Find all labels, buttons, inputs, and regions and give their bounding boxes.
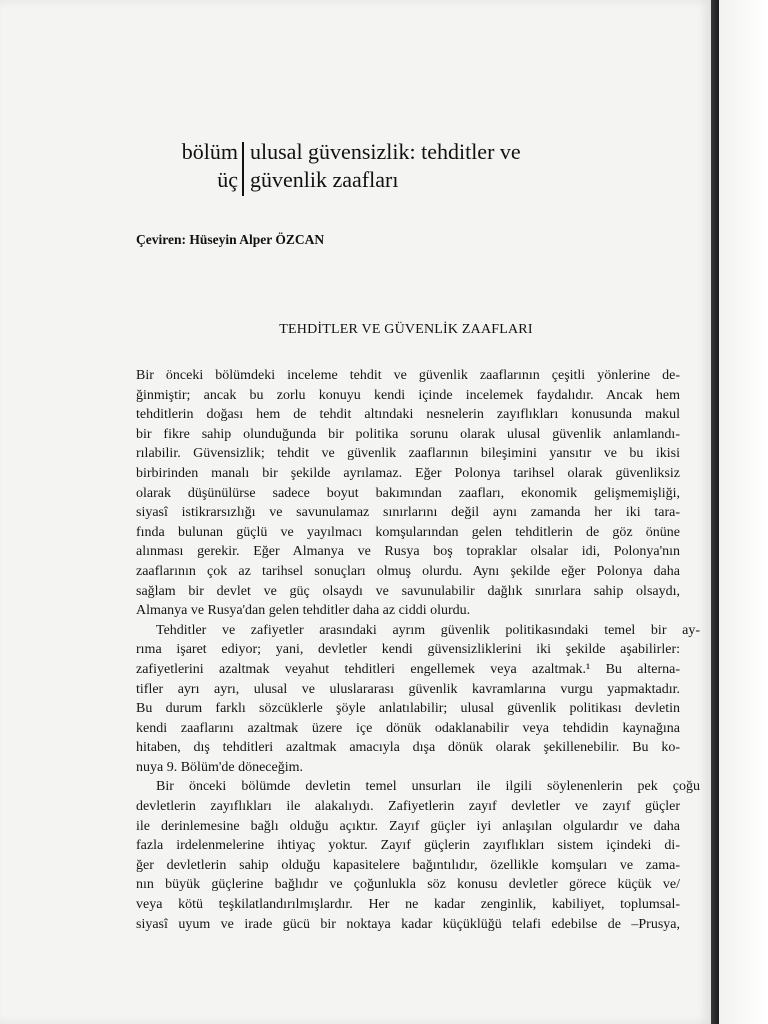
chapter-number-word: üç [217, 167, 238, 192]
text-line: hitaben, dış tehditleri azaltmak amacıyla dışa dönük olarak şekillenebilir. Bu ko- [136, 740, 680, 756]
text-line: Tehditler ve zafiyetler arasındaki ayrım güvenlik politikasındaki temel bir ay- [156, 622, 700, 638]
text-line: tehditlerin doğası hem de tehdit altındaki nesnelerin zayıflıkları konusunda makul [136, 407, 680, 423]
text-line: kendi zaaflarını azaltmak üzere içe dönük odaklanabilir veya tehdidin kaynağına [136, 720, 680, 736]
translator-credit: Çeviren: Hüseyin Alper ÖZCAN [136, 232, 325, 247]
text-line: rıma işaret ediyor; yani, devletler kendi güvensizliklerini iki şekilde aşabilirler: [136, 642, 680, 658]
chapter-divider [242, 142, 244, 196]
text-line: fında bulunan güçlü ve yayılmacı komşularından gelen tehditlerin de göz önüne [136, 524, 680, 540]
chapter-title [250, 138, 521, 194]
text-line: siyasî istikrarsızlığı ve savunulamaz sınırlarını değil aynı zamanda her iki tara- [136, 505, 680, 521]
body-text [136, 366, 700, 934]
text-line: nın büyük güçlerine bağlıdır ve çoğunlukla söz konusu devletler görece küçük ve/ [136, 877, 680, 893]
page-edge-shadow [711, 0, 768, 1024]
text-line: ile derinlemesine bağlı olduğu açıktır. Zayıf güçler iyi anlaşılan olgulardır ve daha [136, 818, 680, 834]
text-line: tifler ayrı ayrı, ulusal ve uluslararası güvenlik kavramlarına vurgu yapmaktadır. [136, 681, 680, 697]
text-line: nuya 9. Bölüm'de döneceğim. [136, 759, 303, 775]
text-line: devletlerin zayıflıkları ile alakalıydı. Zafiyetlerin zayıf devletler ve zayıf güçler [136, 799, 680, 815]
chapter-label [182, 138, 238, 194]
text-line: fazla irdelenmelerine ihtiyaç yoktur. Zayıf güçlerin zayıflıkları sistem içindeki di- [136, 838, 680, 854]
text-line: veya kötü teşkilatlandırılmışlardır. Her ne kadar zenginlik, kabiliyet, toplumsal- [136, 897, 680, 913]
text-line: Almanya ve Rusya'dan gelen tehditler daha az ciddi olurdu. [136, 603, 471, 619]
text-line: Bir önceki bölümde devletin temel unsurları ile ilgili söylenenlerin pek çoğu [156, 779, 700, 795]
text-line: zafiyetlerini azaltmak veyahut tehditleri engellemek veya azaltmak.¹ Bu alterna- [136, 661, 680, 677]
chapter-label-word: bölüm [181, 139, 238, 164]
text-line: bir fikre sahip olunduğunda bir politika sorunu olarak ulusal güvenlik anlamlandı- [136, 426, 680, 442]
section-heading: TEHDİTLER VE GÜVENLİK ZAAFLARI [279, 322, 533, 337]
text-line: ğer devletlerin sahip olduğu kapasitelere bağıntılıdır, özellikle komşuları ve zama- [136, 857, 680, 873]
text-line: siyasî uyum ve irade gücü bir noktaya kadar küçüklüğü telafi edebilse de –Prusya, [136, 916, 680, 932]
text-line: olarak düşünülürse sadece boyut bakımından zaafları, ekonomik gelişmemişliği, [136, 485, 680, 501]
chapter-title-line: güvenlik zaafları [250, 167, 399, 192]
text-line: rılabilir. Güvensizlik; tehdit ve güvenlik zaaflarının bileşimini yansıtır ve bu ikisi [136, 446, 680, 462]
text-line: sağlam bir devlet ve güç olsaydı ve savunulabilir dağlık sınırlara sahip olsaydı, [136, 583, 680, 599]
text-line: birbirinden manalı bir şekilde ayrılamaz. Eğer Polonya tarihsel olarak güvenliksiz [136, 465, 680, 481]
chapter-header [150, 138, 670, 198]
text-line: zaaflarının çok az tarihsel sonuçları olmuş olurdu. Aynı şekilde eğer Polonya daha [136, 563, 680, 579]
text-line: ğinmiştir; ancak bu zorlu konuyu kendi içinde incelemek faydalıdır. Ancak hem [136, 387, 680, 403]
text-line: Bir önceki bölümdeki inceleme tehdit ve güvenlik zaaflarının çeşitli yönlerine de- [136, 368, 680, 383]
text-line: Bu durum farklı sözcüklerle şöyle anlatılabilir; ulusal güvenlik politikası devletin [136, 701, 680, 717]
chapter-title-line: ulusal güvensizlik: tehditler ve [250, 139, 521, 164]
text-line: alınması gerekir. Eğer Almanya ve Rusya boş topraklar olsalar idi, Polonya'nın [136, 544, 680, 560]
